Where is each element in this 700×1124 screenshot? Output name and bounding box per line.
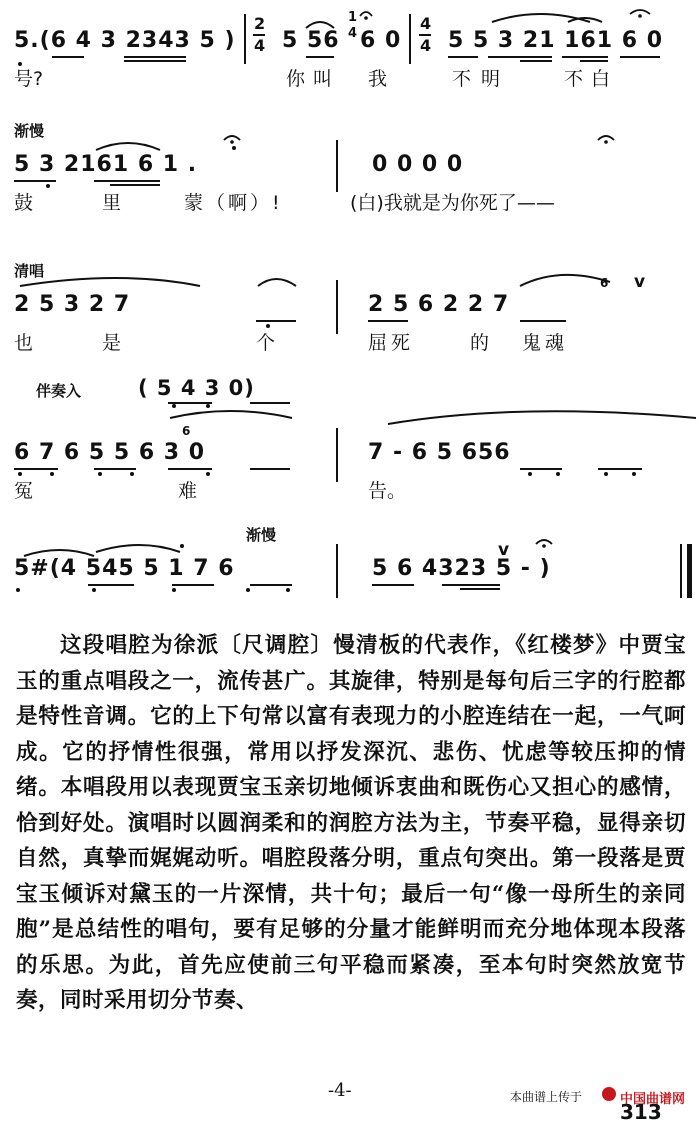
time-sig-den: 4 [254, 36, 267, 55]
performance-marking: 伴奏入 [36, 382, 82, 400]
time-sig-den: 4 [348, 26, 359, 41]
time-sig-num: 2 [254, 14, 267, 33]
lyric: (白)我就是为你死了—— [350, 192, 555, 214]
time-sig-den: 4 [420, 36, 433, 55]
lyric: 屈死 [368, 332, 415, 354]
breath-mark: v [498, 540, 510, 560]
row2-notes-b: 0 0 0 0 [372, 152, 464, 177]
lyric: 不明 [452, 68, 511, 90]
lyric: 个 [256, 332, 276, 354]
page-number-tail: 313 [620, 1100, 662, 1124]
site-logo-icon [602, 1087, 616, 1101]
lyric: 鬼魂 [522, 332, 569, 354]
performance-marking: 清唱 [14, 262, 45, 280]
site-name[interactable]: 中国曲谱网 [620, 1092, 686, 1107]
lyric: 也 [14, 332, 34, 354]
time-sig-num: 4 [420, 14, 433, 33]
lyric: 是 [102, 332, 122, 354]
row1-notes-a: 5.(6 4 3 2343 5 ) [14, 28, 236, 53]
lyric: 冤 [14, 480, 34, 502]
upload-note: 本曲谱上传于 [510, 1090, 583, 1104]
lyric: 号? [14, 68, 44, 90]
row2-notes-a: 5 3 2161 6 1 . [14, 152, 198, 177]
row5-notes-a: 5#(4 545 5 1 7 6 [14, 556, 235, 581]
commentary-text: 这段唱腔为徐派〔尺调腔〕慢清板的代表作，《红楼梦》中贾宝玉的重点唱段之一，流传甚广。其旋律，特别是每句后三字的行腔都是特性音调。它的上下句常以富有表现力的小腔连结在一起，一气呵成。它的抒情性很强，常用以抒发深沉、悲伤、忧虑等较压抑的情绪。本唱段用以表现贾宝玉亲切地倾诉衷曲和既伤心又担心的感情，恰到好处。演唱时以圆润柔和的润腔方法为主，节奏平稳，显得亲切自然，真挚而娓娓动听。唱腔段落分明，重点句突出。第一段落是贾宝玉倾诉对黛玉的一片深情，共十句；最后一句“像一母所生的亲同胞”是总结性的唱句，要有足够的分量才能鲜明而充分地体现本段落的乐思。为此，首先应使前三句平稳而紧凑，至本句时突然放宽节奏，同时采用切分节奏、 [16, 633, 686, 1013]
accompaniment-notes: ( 5 4 3 0) [138, 376, 255, 400]
row1-notes-c: 6 0 [360, 28, 402, 53]
row1-notes-d: 5 5 3 21 161 6 0 [448, 28, 664, 53]
grace-note: 6 [182, 424, 191, 438]
time-sig-num: 1 [348, 10, 359, 25]
lyric: 我 [368, 68, 388, 90]
page-number: -4- [328, 1080, 352, 1101]
lyric: 难 [178, 480, 198, 502]
lyric: 不白 [564, 68, 619, 90]
tempo-marking: 渐慢 [14, 122, 45, 140]
lyric: 蒙（啊）! [184, 192, 283, 214]
lyric: 告。 [368, 480, 407, 502]
row4-notes-a: 6 7 6 5 5 6 3 0 [14, 440, 206, 465]
row3-notes-b: 2 5 6 2 2 7 [368, 292, 510, 317]
row4-notes-b: 7 - 6 5 656 [368, 440, 511, 465]
row3-notes-a: 2 5 3 2 7 [14, 292, 131, 317]
row5-notes-b: 5 6 4323 5 - ) [372, 556, 551, 581]
lyric: 里 [102, 192, 122, 214]
lyric: 你叫 [286, 68, 341, 90]
commentary-paragraph [16, 628, 686, 1019]
tempo-marking: 渐慢 [246, 526, 277, 544]
grace-note: 6 [600, 276, 609, 290]
lyric: 鼓 [14, 192, 34, 214]
row1-notes-b: 5 56 [282, 28, 340, 53]
breath-mark: v [634, 272, 646, 292]
lyric: 的 [470, 332, 490, 354]
